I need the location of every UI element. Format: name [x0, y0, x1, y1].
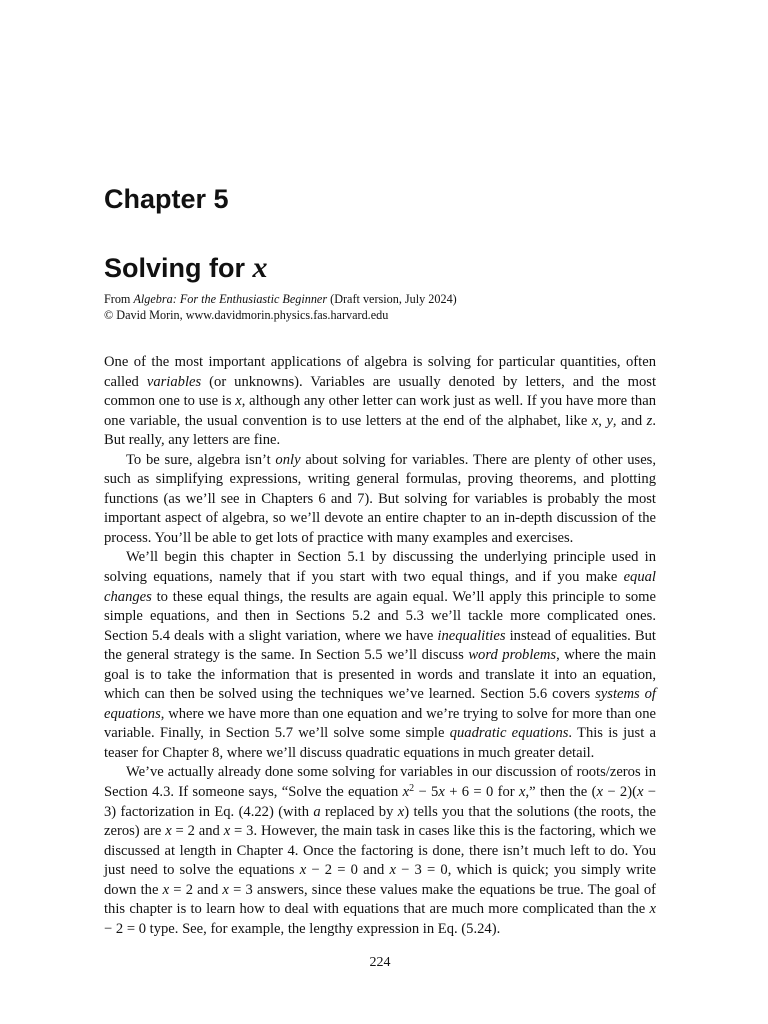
paragraph-3: We’ll begin this chapter in Section 5.1 by discussing the underlying principle used in solving equations, namely that if you start with two equal things, and if you make equal changes to these equal things, the results are again equal. We’ll apply this principle to some simple equations, and then in Sections 5.2 and 5.3 we’ll tackle more complicated ones. Section 5.4 deals with a slight variation, where we have inequalities instead of equalities. But the general strategy is the same. In Section 5.5 we’ll discuss word problems, where the main goal is to take the information that is presented in words and translate it into an equation, which can then be solved using the techniques we’ve learned. Section 5.6 covers systems of equations, where we have more than one equation and we’re trying to solve for more than one variable. Finally, in Section 5.7 we’ll solve some simple quadratic equations. This is just a teaser for Chapter 8, where we’ll discuss quadratic equations in much greater detail. [104, 549, 656, 761]
source-from: From [104, 292, 134, 306]
copyright-line: © David Morin, www.davidmorin.physics.fas.harvard.edu [104, 308, 389, 322]
draft-version: (Draft version, July 2024) [327, 292, 457, 306]
chapter-title-text: Solving for [104, 253, 253, 283]
chapter-label: Chapter 5 [104, 184, 229, 214]
paragraph-4: We’ve actually already done some solving for variables in our discussion of roots/zeros in Section 4.3. If someone says, “Solve the equation $x^2 - 5x + 6 = 0$ for x,” then the (x − 2)(x − 3) factorization in Eq. (4.22) (with a replaced by x) tells you that the solutions (the roots, the zeros) are x = 2 and x = 3. However, the main task in cases like this is the factoring, which we discussed at length in Chapter 4. Once the factoring is done, there isn’t much left to do. You just need to solve the equations x − 2 = 0 and x − 3 = 0, which is quick; you simply write down the x = 2 and x = 3 answers, since these values make the equations be true. The goal of this chapter is to learn how to deal with equations that are much more complicated than the x − 2 = 0 type. See, for example, the lengthy expression in Eq. (5.24). [104, 764, 657, 937]
source-line [104, 291, 457, 307]
paragraph-2: To be sure, algebra isn’t only about solving for variables. There are plenty of other uses, such as simplifying expressions, writing general formulas, proving theorems, and plotting functions (as we’ll see in Chapters 6 and 7). But solving for variables is probably the most important aspect of algebra, so we’ll devote an entire chapter to an in-depth discussion of the process. You’ll be able to get lots of practice with many examples and exercises. [104, 451, 657, 546]
chapter-body [104, 353, 656, 939]
chapter-title [104, 251, 268, 285]
chapter-title-variable: x [252, 251, 268, 284]
page-number: 224 [369, 955, 391, 970]
paragraph-1: One of the most important applications of algebra is solving for particular quantities, often called variables (or unknowns). Variables are usually denoted by letters, and the most common one to use is x, although any other letter can work just as well. If you have more than one variable, the usual convention is to use letters at the end of the alphabet, like x, y, and z. But really, any letters are fine. [104, 354, 656, 449]
book-title: Algebra: For the Enthusiastic Beginner [133, 292, 328, 306]
source-note [104, 291, 457, 323]
